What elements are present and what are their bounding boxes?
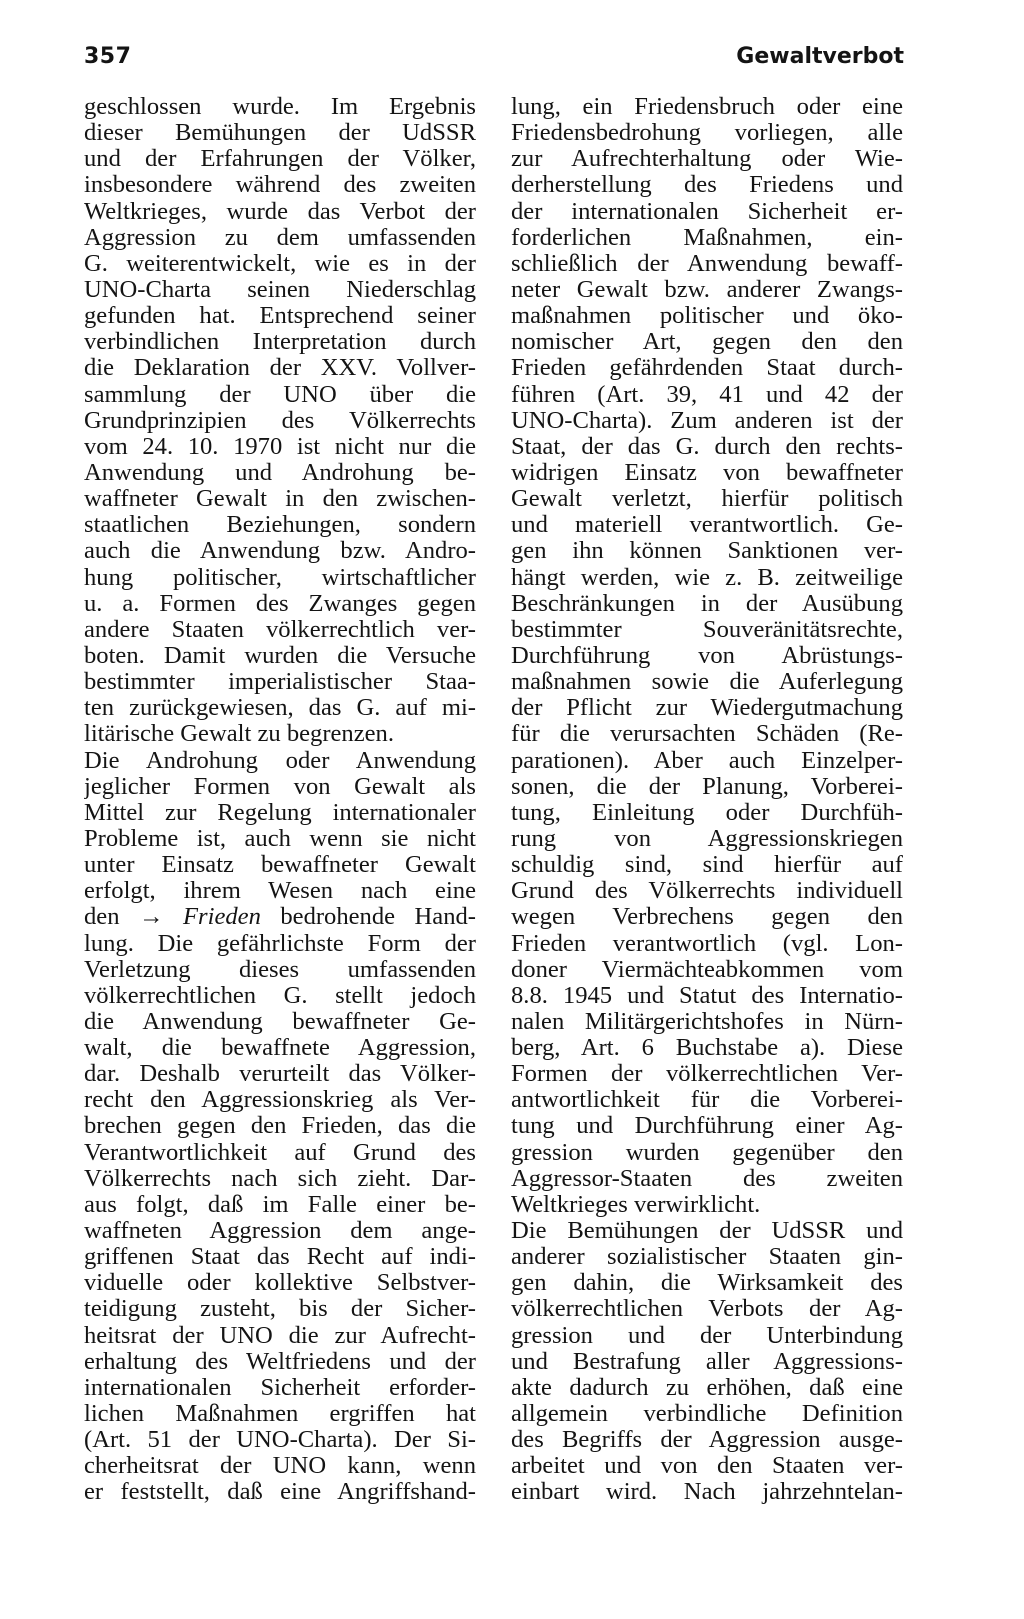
text-line: für die verursachten Schäden (Re-	[511, 721, 903, 748]
text-line: die Anwendung bewaffneter Ge-	[84, 1008, 476, 1035]
text-line: brechen gegen den Frieden, das die	[84, 1113, 476, 1140]
text-line: den → Frieden bedrohende Hand-	[84, 904, 476, 931]
text-line: wegen Verbrechens gegen den	[511, 904, 903, 931]
text-line: tung und Durchführung einer Ag-	[511, 1113, 903, 1140]
text-line: G. weiterentwickelt, wie es in der	[84, 250, 476, 277]
text-line: tung, Einleitung oder Durchfüh-	[511, 799, 903, 826]
text-line: forderlichen Maßnahmen, ein-	[511, 224, 903, 251]
text-line: hung politischer, wirtschaftlicher	[84, 564, 476, 591]
text-line: neter Gewalt bzw. anderer Zwangs-	[511, 276, 903, 303]
text-line: andere Staaten völkerrechtlich ver-	[84, 616, 476, 643]
text-line: Staat, der das G. durch den rechts-	[511, 433, 903, 460]
text-line: lung. Die gefährlichste Form der	[84, 930, 476, 957]
text-line: Durchführung von Abrüstungs-	[511, 642, 903, 669]
text-line: zur Aufrechterhaltung oder Wie-	[511, 146, 903, 173]
text-line: berg, Art. 6 Buchstabe a). Diese	[511, 1035, 903, 1062]
text-line: widrigen Einsatz von bewaffneter	[511, 459, 903, 486]
text-line: UNO-Charta seinen Niederschlag	[84, 276, 476, 303]
text-line: unter Einsatz bewaffneter Gewalt	[84, 852, 476, 879]
page-header	[84, 44, 904, 84]
text-line: akte dadurch zu erhöhen, daß eine	[511, 1374, 903, 1401]
text-line: internationalen Sicherheit erforder-	[84, 1374, 476, 1401]
text-line: Verletzung dieses umfassenden	[84, 956, 476, 983]
text-line: vom 24. 10. 1970 ist nicht nur die	[84, 433, 476, 460]
text-line: Völkerrechts nach sich zieht. Dar-	[84, 1165, 476, 1192]
text-line: gression wurden gegenüber den	[511, 1139, 903, 1166]
text-line: Gewalt verletzt, hierfür politisch	[511, 486, 903, 513]
text-line: lichen Maßnahmen ergriffen hat	[84, 1401, 476, 1428]
text-line: anderer sozialistischer Staaten gin-	[511, 1244, 903, 1271]
page-number: 357	[84, 44, 132, 69]
text-line: viduelle oder kollektive Selbstver-	[84, 1270, 476, 1297]
text-line: führen (Art. 39, 41 und 42 der	[511, 381, 903, 408]
text-line: völkerrechtlichen G. stellt jedoch	[84, 982, 476, 1009]
text-line: erfolgt, ihrem Wesen nach eine	[84, 878, 476, 905]
text-line: und Bestrafung aller Aggressions-	[511, 1348, 903, 1375]
text-line: gen ihn können Sanktionen ver-	[511, 538, 903, 565]
text-line: bestimmter imperialistischer Staa-	[84, 669, 476, 696]
text-line: die Deklaration der XXV. Vollver-	[84, 355, 476, 382]
text-line: gression und der Unterbindung	[511, 1322, 903, 1349]
text-line: litärische Gewalt zu begrenzen.	[84, 721, 395, 748]
text-line: gen dahin, die Wirksamkeit des	[511, 1270, 903, 1297]
cross-reference-link[interactable]: Frieden	[183, 904, 261, 931]
text-line: 8.8. 1945 und Statut des Internatio-	[511, 982, 903, 1009]
text-line: Die Bemühungen der UdSSR und	[511, 1218, 903, 1245]
text-line: jeglicher Formen von Gewalt als	[84, 773, 476, 800]
text-line: ten zurückgewiesen, das G. auf mi-	[84, 695, 476, 722]
text-line: er feststellt, daß eine Angriffshand-	[84, 1479, 476, 1506]
text-line: Mittel zur Regelung internationaler	[84, 799, 476, 826]
text-line: aus folgt, daß im Falle einer be-	[84, 1191, 476, 1218]
text-line: Formen der völkerrechtlichen Ver-	[511, 1061, 903, 1088]
text-line: schließlich der Anwendung bewaff-	[511, 250, 903, 277]
text-line: einbart wird. Nach jahrzehntelan-	[511, 1479, 903, 1506]
text-line: doner Viermächteabkommen vom	[511, 956, 903, 983]
text-line: maßnahmen sowie die Auferlegung	[511, 669, 903, 696]
text-line: Beschränkungen in der Ausübung	[511, 590, 903, 617]
text-line: waffneter Gewalt in den zwischen-	[84, 486, 476, 513]
text-line: lung, ein Friedensbruch oder eine	[511, 94, 903, 120]
text-line: geschlossen wurde. Im Ergebnis	[84, 94, 476, 120]
text-line: erhaltung des Weltfriedens und der	[84, 1348, 476, 1375]
text-column-right	[511, 94, 903, 1506]
text-line: Frieden gefährdenden Staat durch-	[511, 355, 903, 382]
text-line: und der Erfahrungen der Völker,	[84, 146, 476, 173]
text-line: maßnahmen politischer und öko-	[511, 303, 903, 330]
text-line: Friedensbedrohung vorliegen, alle	[511, 120, 903, 147]
text-line: der internationalen Sicherheit er-	[511, 198, 903, 225]
text-line: UNO-Charta). Zum anderen ist der	[511, 407, 903, 434]
text-line: der Pflicht zur Wiedergutmachung	[511, 695, 903, 722]
text-line: auch die Anwendung bzw. Andro-	[84, 538, 476, 565]
text-line: sammlung der UNO über die	[84, 381, 476, 408]
text-line: antwortlichkeit für die Vorberei-	[511, 1087, 903, 1114]
text-line: Probleme ist, auch wenn sie nicht	[84, 825, 476, 852]
text-line: Grund des Völkerrechts individuell	[511, 878, 903, 905]
text-line: arbeitet und von den Staaten ver-	[511, 1453, 903, 1480]
text-line: dar. Deshalb verurteilt das Völker-	[84, 1061, 476, 1088]
text-line: hängt werden, wie z. B. zeitweilige	[511, 564, 903, 591]
text-line: walt, die bewaffnete Aggression,	[84, 1035, 476, 1062]
text-line: staatlichen Beziehungen, sondern	[84, 512, 476, 539]
text-line: völkerrechtlichen Verbots der Ag-	[511, 1296, 903, 1323]
text-line: und materiell verantwortlich. Ge-	[511, 512, 903, 539]
text-line: Aggressor-Staaten des zweiten	[511, 1165, 903, 1192]
text-line: griffenen Staat das Recht auf indi-	[84, 1244, 476, 1271]
text-line: nomischer Art, gegen den den	[511, 329, 903, 356]
text-line: sonen, die der Planung, Vorberei-	[511, 773, 903, 800]
text-line: recht den Aggressionskrieg als Ver-	[84, 1087, 476, 1114]
text-line: schuldig sind, sind hierfür auf	[511, 852, 903, 879]
text-line: bestimmter Souveränitätsrechte,	[511, 616, 903, 643]
text-line: Die Androhung oder Anwendung	[84, 747, 476, 774]
text-line: Frieden verantwortlich (vgl. Lon-	[511, 930, 903, 957]
text-line: u. a. Formen des Zwanges gegen	[84, 590, 476, 617]
text-line: rung von Aggressionskriegen	[511, 825, 903, 852]
text-line: insbesondere während des zweiten	[84, 172, 476, 199]
text-line: waffneten Aggression dem ange-	[84, 1218, 476, 1245]
text-line: boten. Damit wurden die Versuche	[84, 642, 476, 669]
text-line: teidigung zusteht, bis der Sicher-	[84, 1296, 476, 1323]
text-line: Grundprinzipien des Völkerrechts	[84, 407, 476, 434]
text-line: nalen Militärgerichtshofes in Nürn-	[511, 1008, 903, 1035]
text-line: Aggression zu dem umfassenden	[84, 224, 476, 251]
text-line: heitsrat der UNO die zur Aufrecht-	[84, 1322, 476, 1349]
text-column-left	[84, 94, 476, 1506]
text-line: Weltkrieges verwirklicht.	[511, 1191, 761, 1218]
text-line: Weltkrieges, wurde das Verbot der	[84, 198, 476, 225]
text-line: des Begriffs der Aggression ausge-	[511, 1427, 903, 1454]
text-line: derherstellung des Friedens und	[511, 172, 903, 199]
text-line: cherheitsrat der UNO kann, wenn	[84, 1453, 476, 1480]
text-line: (Art. 51 der UNO-Charta). Der Si-	[84, 1427, 476, 1454]
text-line: allgemein verbindliche Definition	[511, 1401, 903, 1428]
text-line: Anwendung und Androhung be-	[84, 459, 476, 486]
text-line: gefunden hat. Entsprechend seiner	[84, 303, 476, 330]
text-line: verbindlichen Interpretation durch	[84, 329, 476, 356]
running-head: Gewaltverbot	[736, 44, 904, 69]
text-line: Verantwortlichkeit auf Grund des	[84, 1139, 476, 1166]
text-line: parationen). Aber auch Einzelper-	[511, 747, 903, 774]
text-line: dieser Bemühungen der UdSSR	[84, 120, 476, 147]
